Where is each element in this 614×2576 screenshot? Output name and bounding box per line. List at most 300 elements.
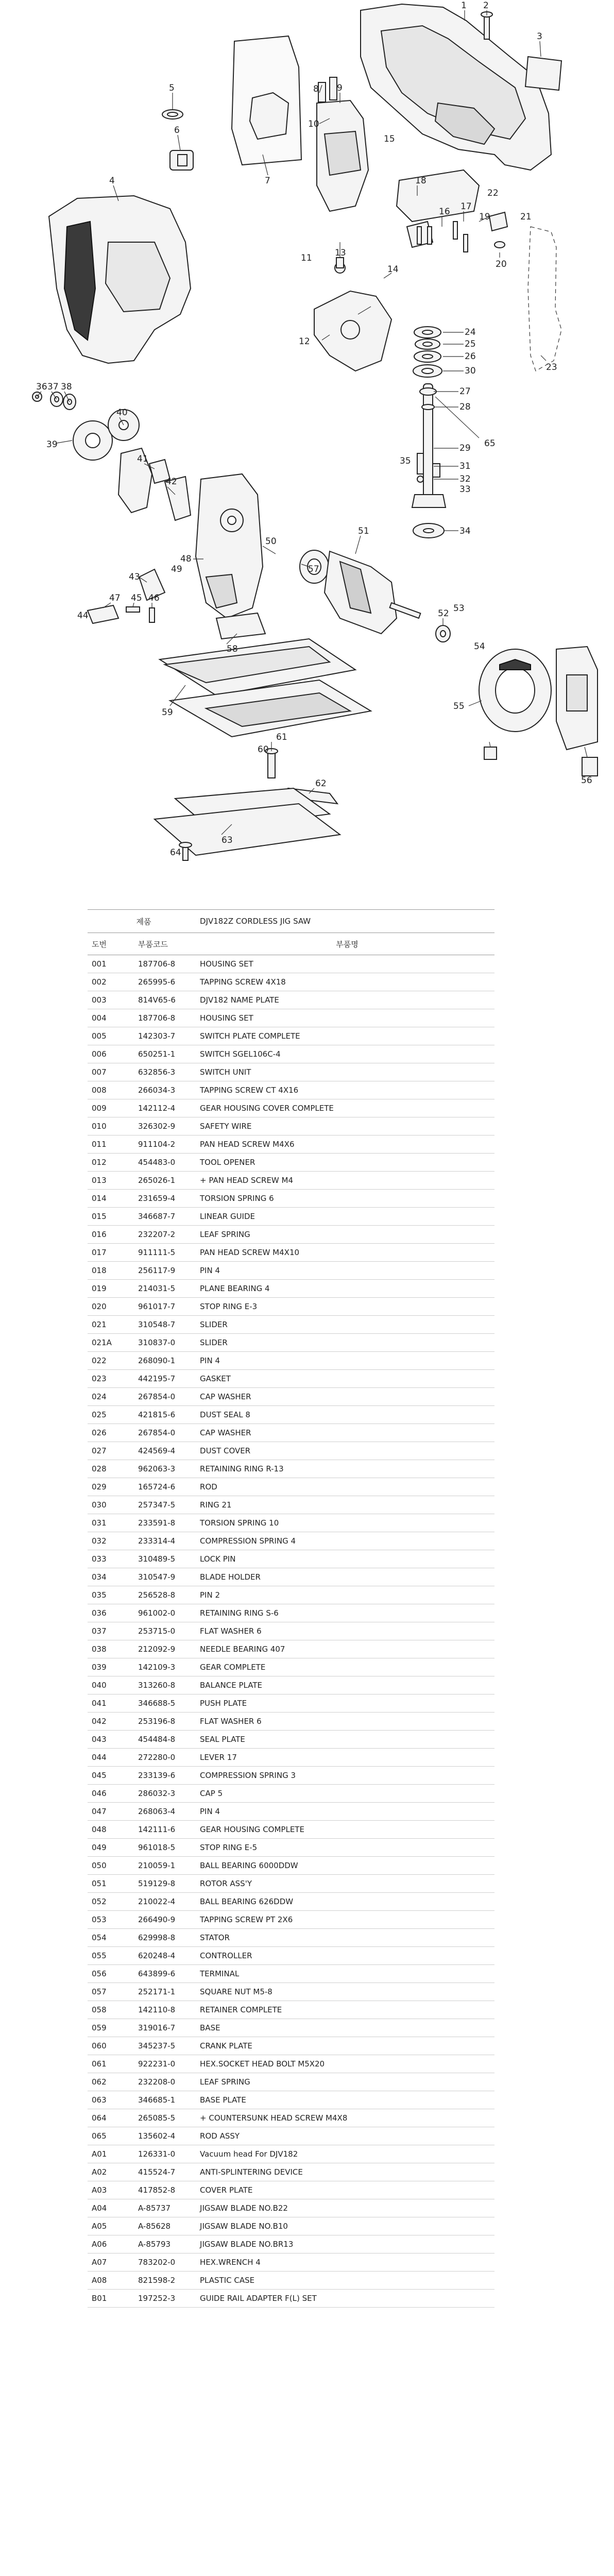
table-row	[88, 1983, 494, 2001]
table-row	[88, 1514, 494, 1532]
table-row	[88, 1965, 494, 1983]
table-row	[88, 1117, 494, 1136]
table-row	[88, 2181, 494, 2199]
header-no: 도번	[88, 933, 134, 955]
part-name: ROTOR ASS'Y	[196, 1875, 494, 1893]
part-code: 345237-5	[134, 2037, 196, 2055]
part-code: 231659-4	[134, 1190, 196, 1208]
part-code: 265026-1	[134, 1172, 196, 1190]
part-code: 310837-0	[134, 1334, 196, 1352]
part-name: BALANCE PLATE	[196, 1676, 494, 1694]
switch-plate	[232, 36, 301, 165]
table-row	[88, 1803, 494, 1821]
callout: 30	[465, 366, 476, 376]
callout: 1	[461, 1, 467, 11]
part-code: 643899-6	[134, 1965, 196, 1983]
table-row	[88, 1154, 494, 1172]
part-number: 008	[88, 1081, 134, 1099]
table-row	[88, 1136, 494, 1154]
part-number: 035	[88, 1586, 134, 1604]
table-row	[88, 2253, 494, 2272]
callout: 14	[387, 264, 399, 275]
part-number: 050	[88, 1857, 134, 1875]
table-row	[88, 1262, 494, 1280]
part-name: BASE PLATE	[196, 2091, 494, 2109]
part-number: 019	[88, 1280, 134, 1298]
callout: 61	[276, 732, 287, 742]
part-code: 265995-6	[134, 973, 196, 991]
part-number: A01	[88, 2145, 134, 2163]
part-name: TORSION SPRING 10	[196, 1514, 494, 1532]
part-name: TERMINAL	[196, 1965, 494, 1983]
part-code: 257347-5	[134, 1496, 196, 1514]
part-code: 197252-3	[134, 2290, 196, 2308]
part-name: JIGSAW BLADE NO.B10	[196, 2217, 494, 2235]
part-number: 003	[88, 991, 134, 1009]
table-row	[88, 1352, 494, 1370]
callout: 53	[453, 603, 465, 614]
callout: 55	[453, 701, 465, 711]
callout: 25	[465, 339, 476, 349]
callout: 12	[299, 336, 310, 347]
part-number: 001	[88, 955, 134, 973]
table-row	[88, 1190, 494, 1208]
part-code: 442195-7	[134, 1370, 196, 1388]
part-name: SWITCH SGEL106C-4	[196, 1045, 494, 1063]
part-code: 233314-4	[134, 1532, 196, 1550]
callout: 43	[129, 572, 140, 582]
part-code: 961002-0	[134, 1604, 196, 1622]
callout: 49	[171, 564, 182, 574]
part-code: 319016-7	[134, 2019, 196, 2037]
part-code: 233139-6	[134, 1767, 196, 1785]
part-code: 783202-0	[134, 2253, 196, 2272]
callout: 65	[484, 438, 496, 449]
table-row	[88, 1063, 494, 1081]
controller	[556, 647, 598, 750]
part-name: PIN 4	[196, 1803, 494, 1821]
callout: 11	[301, 253, 312, 263]
part-number: 051	[88, 1875, 134, 1893]
part-number: 048	[88, 1821, 134, 1839]
table-row	[88, 1370, 494, 1388]
part-code: 911104-2	[134, 1136, 196, 1154]
part-code: 814V65-6	[134, 991, 196, 1009]
part-name: BASE	[196, 2019, 494, 2037]
table-row	[88, 1550, 494, 1568]
part-number: 010	[88, 1117, 134, 1136]
part-code: 142112-4	[134, 1099, 196, 1117]
part-code: 346687-7	[134, 1208, 196, 1226]
callout: 63	[221, 835, 233, 845]
table-row	[88, 1947, 494, 1965]
callout: 54	[474, 641, 485, 652]
callout: 34	[459, 526, 471, 536]
part-number: A02	[88, 2163, 134, 2181]
table-row	[88, 1496, 494, 1514]
table-row	[88, 2217, 494, 2235]
part-number: 014	[88, 1190, 134, 1208]
part-number: A06	[88, 2235, 134, 2253]
part-name: CAP 5	[196, 1785, 494, 1803]
part-name: SLIDER	[196, 1334, 494, 1352]
table-row	[88, 991, 494, 1009]
callout: 3	[537, 31, 542, 42]
part-name: GUIDE RAIL ADAPTER F(L) SET	[196, 2290, 494, 2308]
part-name: CAP WASHER	[196, 1388, 494, 1406]
callout: 42	[166, 477, 177, 487]
part-code: 142111-6	[134, 1821, 196, 1839]
part-name: SQUARE NUT M5-8	[196, 1983, 494, 2001]
part-number: 054	[88, 1929, 134, 1947]
part-number: 039	[88, 1658, 134, 1676]
part-name: ROD ASSY	[196, 2127, 494, 2145]
table-row	[88, 1027, 494, 1045]
part-name: + COUNTERSUNK HEAD SCREW M4X8	[196, 2109, 494, 2127]
part-number: 049	[88, 1839, 134, 1857]
callout: 50	[265, 536, 277, 547]
part-number: 065	[88, 2127, 134, 2145]
part-number: 059	[88, 2019, 134, 2037]
callout: 29	[459, 443, 471, 453]
callout: 16	[439, 207, 450, 217]
part-code: 187706-8	[134, 955, 196, 973]
callout: 23	[546, 362, 557, 372]
table-row	[88, 2235, 494, 2253]
tool-opener	[314, 291, 391, 371]
table-row	[88, 1316, 494, 1334]
part-name: HOUSING SET	[196, 955, 494, 973]
part-code: 629998-8	[134, 1929, 196, 1947]
gear-housing-cover	[317, 77, 368, 211]
callout: 28	[459, 402, 471, 412]
part-number: 037	[88, 1622, 134, 1640]
part-code: 417852-8	[134, 2181, 196, 2199]
table-row	[88, 2073, 494, 2091]
part-name: LEAF SPRING	[196, 1226, 494, 1244]
table-row	[88, 1424, 494, 1442]
part-name: BALL BEARING 6000DDW	[196, 1857, 494, 1875]
part-number: 052	[88, 1893, 134, 1911]
part-code: 210022-4	[134, 1893, 196, 1911]
part-name: COVER PLATE	[196, 2181, 494, 2199]
part-number: 013	[88, 1172, 134, 1190]
part-code: 265085-5	[134, 2109, 196, 2127]
table-row	[88, 1785, 494, 1803]
part-code: 214031-5	[134, 1280, 196, 1298]
table-row	[88, 1081, 494, 1099]
part-name: FLAT WASHER 6	[196, 1713, 494, 1731]
part-number: 036	[88, 1604, 134, 1622]
table-row	[88, 1280, 494, 1298]
callout: 26	[465, 351, 476, 362]
part-name: SAFETY WIRE	[196, 1117, 494, 1136]
part-name: DJV182 NAME PLATE	[196, 991, 494, 1009]
part-name: COMPRESSION SPRING 3	[196, 1767, 494, 1785]
part-code: 821598-2	[134, 2272, 196, 2290]
callout: 39	[46, 439, 58, 450]
table-row	[88, 1911, 494, 1929]
table-row	[88, 1045, 494, 1063]
model-label: 제품	[88, 910, 196, 933]
table-row	[88, 1172, 494, 1190]
table-row	[88, 1298, 494, 1316]
part-code: 961017-7	[134, 1298, 196, 1316]
callout: 31	[459, 461, 471, 471]
table-row	[88, 2290, 494, 2308]
part-name: NEEDLE BEARING 407	[196, 1640, 494, 1658]
table-row	[88, 2055, 494, 2073]
part-name: PLANE BEARING 4	[196, 1280, 494, 1298]
part-name: LEAF SPRING	[196, 2073, 494, 2091]
part-name: LOCK PIN	[196, 1550, 494, 1568]
part-code: 650251-1	[134, 1045, 196, 1063]
parts-body	[88, 955, 494, 2308]
part-name: LINEAR GUIDE	[196, 1208, 494, 1226]
part-code: 232207-2	[134, 1226, 196, 1244]
part-code: 424569-4	[134, 1442, 196, 1460]
part-code: 326302-9	[134, 1117, 196, 1136]
part-number: 022	[88, 1352, 134, 1370]
part-name: PAN HEAD SCREW M4X6	[196, 1136, 494, 1154]
callout: 20	[496, 259, 507, 269]
callout: 24	[465, 327, 476, 337]
part-name: STATOR	[196, 1929, 494, 1947]
part-number: 031	[88, 1514, 134, 1532]
part-name: SWITCH UNIT	[196, 1063, 494, 1081]
part-name: STOP RING E-5	[196, 1839, 494, 1857]
part-name: DUST COVER	[196, 1442, 494, 1460]
safety-wire	[162, 110, 183, 119]
part-number: 029	[88, 1478, 134, 1496]
callout: 57	[308, 564, 319, 574]
part-name: BALL BEARING 626DDW	[196, 1893, 494, 1911]
part-name: TAPPING SCREW CT 4X16	[196, 1081, 494, 1099]
table-row	[88, 1460, 494, 1478]
part-number: 044	[88, 1749, 134, 1767]
part-name: PIN 2	[196, 1586, 494, 1604]
exploded-parts-diagram	[0, 0, 614, 871]
callout: 56	[581, 775, 592, 786]
header-name: 부품명	[196, 933, 494, 955]
part-number: 038	[88, 1640, 134, 1658]
part-name: PUSH PLATE	[196, 1694, 494, 1713]
part-code: 232208-0	[134, 2073, 196, 2091]
table-row	[88, 2199, 494, 2217]
part-name: TAPPING SCREW PT 2X6	[196, 1911, 494, 1929]
table-row	[88, 1406, 494, 1424]
callout: 9	[337, 83, 343, 93]
part-name: PLASTIC CASE	[196, 2272, 494, 2290]
part-code: 126331-0	[134, 2145, 196, 2163]
part-name: FLAT WASHER 6	[196, 1622, 494, 1640]
table-row	[88, 1767, 494, 1785]
switch-unit	[170, 150, 193, 170]
part-number: 009	[88, 1099, 134, 1117]
callout: 52	[438, 608, 449, 619]
part-number: 026	[88, 1424, 134, 1442]
part-code: 268090-1	[134, 1352, 196, 1370]
part-name: ANTI-SPLINTERING DEVICE	[196, 2163, 494, 2181]
callout: 38	[61, 382, 72, 392]
part-code: 346688-5	[134, 1694, 196, 1713]
screw-m4	[335, 258, 345, 273]
callout: 51	[358, 526, 369, 536]
table-row	[88, 1658, 494, 1676]
part-name: GASKET	[196, 1370, 494, 1388]
part-number: 007	[88, 1063, 134, 1081]
part-code: 253715-0	[134, 1622, 196, 1640]
callout: 22	[487, 188, 499, 198]
part-code: 135602-4	[134, 2127, 196, 2145]
part-number: 030	[88, 1496, 134, 1514]
part-name: COMPRESSION SPRING 4	[196, 1532, 494, 1550]
part-name: SWITCH PLATE COMPLETE	[196, 1027, 494, 1045]
part-number: 018	[88, 1262, 134, 1280]
part-number: 025	[88, 1406, 134, 1424]
part-number: 012	[88, 1154, 134, 1172]
part-name: HEX.SOCKET HEAD BOLT M5X20	[196, 2055, 494, 2073]
base	[160, 639, 371, 737]
part-code: 142303-7	[134, 1027, 196, 1045]
retainer	[216, 613, 265, 639]
table-row	[88, 1208, 494, 1226]
part-name: SLIDER	[196, 1316, 494, 1334]
callout: 48	[180, 554, 192, 564]
table-row	[88, 2037, 494, 2055]
table-row	[88, 2127, 494, 2145]
callout: 13	[335, 248, 346, 258]
callout: 59	[162, 707, 173, 718]
table-row	[88, 1442, 494, 1460]
part-code: 187706-8	[134, 1009, 196, 1027]
table-row	[88, 2091, 494, 2109]
callout: 47	[109, 593, 121, 603]
part-code: 266034-3	[134, 1081, 196, 1099]
table-row	[88, 1694, 494, 1713]
part-code: 922231-0	[134, 2055, 196, 2073]
part-number: 061	[88, 2055, 134, 2073]
part-number: 024	[88, 1388, 134, 1406]
callout: 45	[131, 593, 142, 603]
part-name: CONTROLLER	[196, 1947, 494, 1965]
part-name: HEX.WRENCH 4	[196, 2253, 494, 2272]
table-row	[88, 1875, 494, 1893]
part-name: + PAN HEAD SCREW M4	[196, 1172, 494, 1190]
header-code: 부품코드	[134, 933, 196, 955]
part-code: 421815-6	[134, 1406, 196, 1424]
part-number: 015	[88, 1208, 134, 1226]
part-number: 023	[88, 1370, 134, 1388]
table-row	[88, 1604, 494, 1622]
name-plate	[525, 57, 561, 90]
part-number: 004	[88, 1009, 134, 1027]
square-nut	[484, 747, 497, 759]
rotor	[325, 551, 420, 634]
part-code: 911111-5	[134, 1244, 196, 1262]
part-code: 266490-9	[134, 1911, 196, 1929]
part-code: 267854-0	[134, 1424, 196, 1442]
callout: 33	[459, 484, 471, 495]
part-number: 011	[88, 1136, 134, 1154]
part-number: 057	[88, 1983, 134, 2001]
part-name: DUST SEAL 8	[196, 1406, 494, 1424]
table-row	[88, 1640, 494, 1658]
part-name: LEVER 17	[196, 1749, 494, 1767]
part-name: PIN 4	[196, 1352, 494, 1370]
part-number: 021A	[88, 1334, 134, 1352]
callout: 4	[109, 176, 115, 186]
callout: 15	[384, 134, 395, 144]
part-number: 041	[88, 1694, 134, 1713]
part-name: RETAINER COMPLETE	[196, 2001, 494, 2019]
part-number: 047	[88, 1803, 134, 1821]
part-number: 062	[88, 2073, 134, 2091]
part-code: 256528-8	[134, 1586, 196, 1604]
part-number: 002	[88, 973, 134, 991]
callout: 21	[520, 212, 532, 222]
table-row	[88, 2163, 494, 2181]
part-name: GEAR HOUSING COMPLETE	[196, 1821, 494, 1839]
part-number: A05	[88, 2217, 134, 2235]
part-code: 233591-8	[134, 1514, 196, 1532]
part-number: 043	[88, 1731, 134, 1749]
part-name: TORSION SPRING 6	[196, 1190, 494, 1208]
header-row	[88, 933, 494, 955]
callout: 46	[148, 593, 160, 603]
part-name: RING 21	[196, 1496, 494, 1514]
part-name: BLADE HOLDER	[196, 1568, 494, 1586]
callout: 32	[459, 474, 471, 484]
part-number: A08	[88, 2272, 134, 2290]
table-row	[88, 1478, 494, 1496]
gear-housing	[196, 474, 263, 618]
part-code: 313260-8	[134, 1676, 196, 1694]
table-row	[88, 2145, 494, 2163]
table-row	[88, 1713, 494, 1731]
part-code: 519129-8	[134, 1875, 196, 1893]
table-row	[88, 2272, 494, 2290]
table-row	[88, 1009, 494, 1027]
table-row	[88, 2019, 494, 2037]
part-code: 454483-0	[134, 1154, 196, 1172]
table-row	[88, 955, 494, 973]
part-code: 268063-4	[134, 1803, 196, 1821]
part-number: 064	[88, 2109, 134, 2127]
part-code: 310489-5	[134, 1550, 196, 1568]
part-number: 034	[88, 1568, 134, 1586]
part-number: 028	[88, 1460, 134, 1478]
part-name: ROD	[196, 1478, 494, 1496]
callout: 18	[415, 176, 427, 186]
part-code: 165724-6	[134, 1478, 196, 1496]
part-name: GEAR HOUSING COVER COMPLETE	[196, 1099, 494, 1117]
part-name: GEAR COMPLETE	[196, 1658, 494, 1676]
part-code: 286032-3	[134, 1785, 196, 1803]
callout: 10	[308, 119, 319, 129]
callout: 8	[313, 84, 319, 94]
part-number: 060	[88, 2037, 134, 2055]
callout: 17	[460, 201, 472, 212]
part-number: 045	[88, 1767, 134, 1785]
table-row	[88, 1622, 494, 1640]
table-row	[88, 1244, 494, 1262]
callout: 19	[479, 212, 490, 222]
table-row	[88, 1099, 494, 1117]
part-number: 042	[88, 1713, 134, 1731]
table-row	[88, 1388, 494, 1406]
table-row	[88, 1334, 494, 1352]
